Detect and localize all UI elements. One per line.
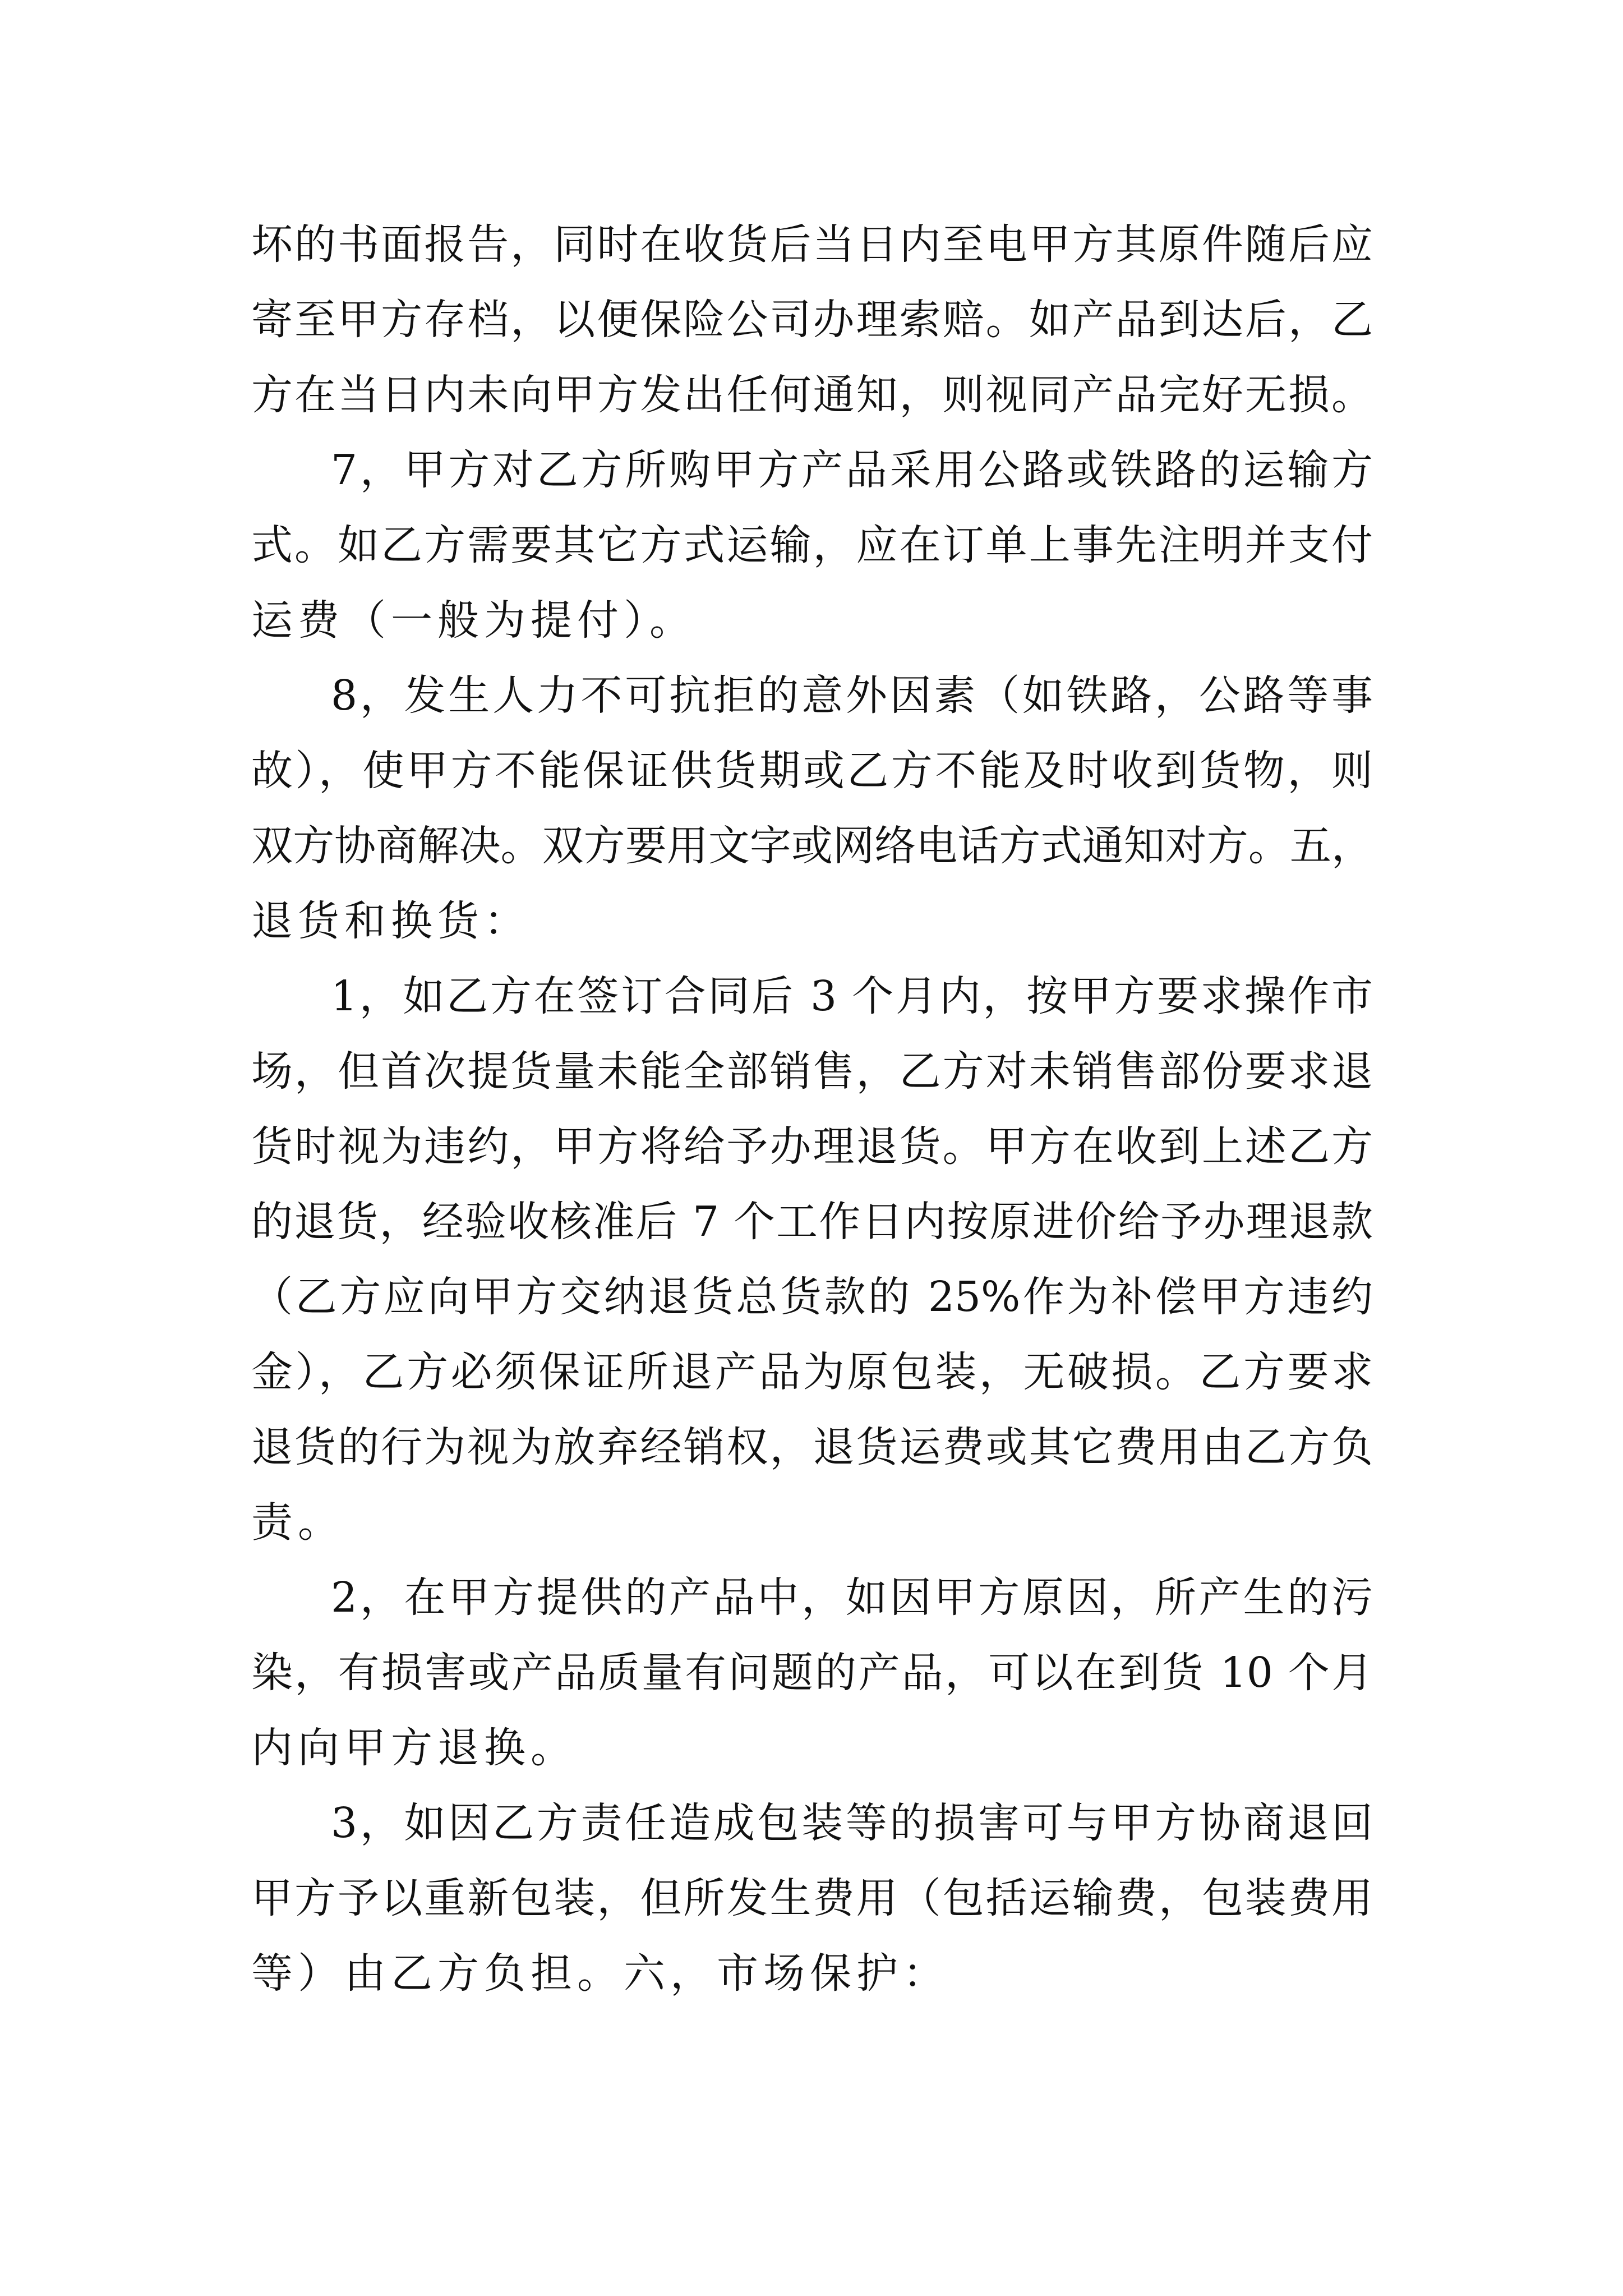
text-line: 7，甲方对乙方所购甲方产品采用公路或铁路的运输方 <box>331 446 1373 494</box>
text-line: 货时视为违约，甲方将给予办理退货。甲方在收到上述乙方 <box>251 1122 1373 1171</box>
text-line: 等）由乙方负担。六，市场保护： <box>251 1949 949 1998</box>
text-line: 内向甲方退换。 <box>251 1724 577 1772</box>
text-line: 甲方予以重新包装，但所发生费用（包括运输费，包装费用 <box>251 1874 1373 1922</box>
text-line: （乙方应向甲方交纳退货总货款的 25%作为补偿甲方违约 <box>251 1273 1373 1321</box>
text-line: 场，但首次提货量未能全部销售，乙方对未销售部份要求退 <box>251 1047 1373 1096</box>
text-line: 染，有损害或产品质量有问题的产品，可以在到货 10 个月 <box>251 1649 1373 1697</box>
text-line: 退货和换货： <box>251 897 531 945</box>
text-line: 寄至甲方存档，以便保险公司办理索赔。如产品到达后，乙 <box>251 296 1373 344</box>
text-line: 故），使甲方不能保证供货期或乙方不能及时收到货物，则 <box>251 747 1373 795</box>
text-line: 金），乙方必须保证所退产品为原包装，无破损。乙方要求 <box>251 1348 1373 1396</box>
text-line: 方在当日内未向甲方发出任何通知，则视同产品完好无损。 <box>251 371 1373 419</box>
text-line: 3，如因乙方责任造成包装等的损害可与甲方协商退回 <box>331 1799 1373 1847</box>
text-line: 坏的书面报告，同时在收货后当日内至电甲方其原件随后应 <box>251 220 1373 269</box>
text-line: 责。 <box>251 1498 344 1547</box>
text-line: 8，发生人力不可抗拒的意外因素（如铁路，公路等事 <box>331 671 1373 720</box>
text-line: 2，在甲方提供的产品中，如因甲方原因，所产生的污 <box>331 1573 1373 1622</box>
text-line: 双方协商解决。双方要用文字或网络电话方式通知对方。五， <box>251 822 1373 870</box>
text-line: 退货的行为视为放弃经销权，退货运费或其它费用由乙方负 <box>251 1423 1373 1471</box>
text-line: 式。如乙方需要其它方式运输，应在订单上事先注明并支付 <box>251 521 1373 569</box>
text-line: 运费（一般为提付）。 <box>251 596 696 645</box>
text-line: 的退货，经验收核准后 7 个工作日内按原进价给予办理退款 <box>251 1198 1373 1246</box>
text-line: 1，如乙方在签订合同后 3 个月内，按甲方要求操作市 <box>331 972 1373 1020</box>
